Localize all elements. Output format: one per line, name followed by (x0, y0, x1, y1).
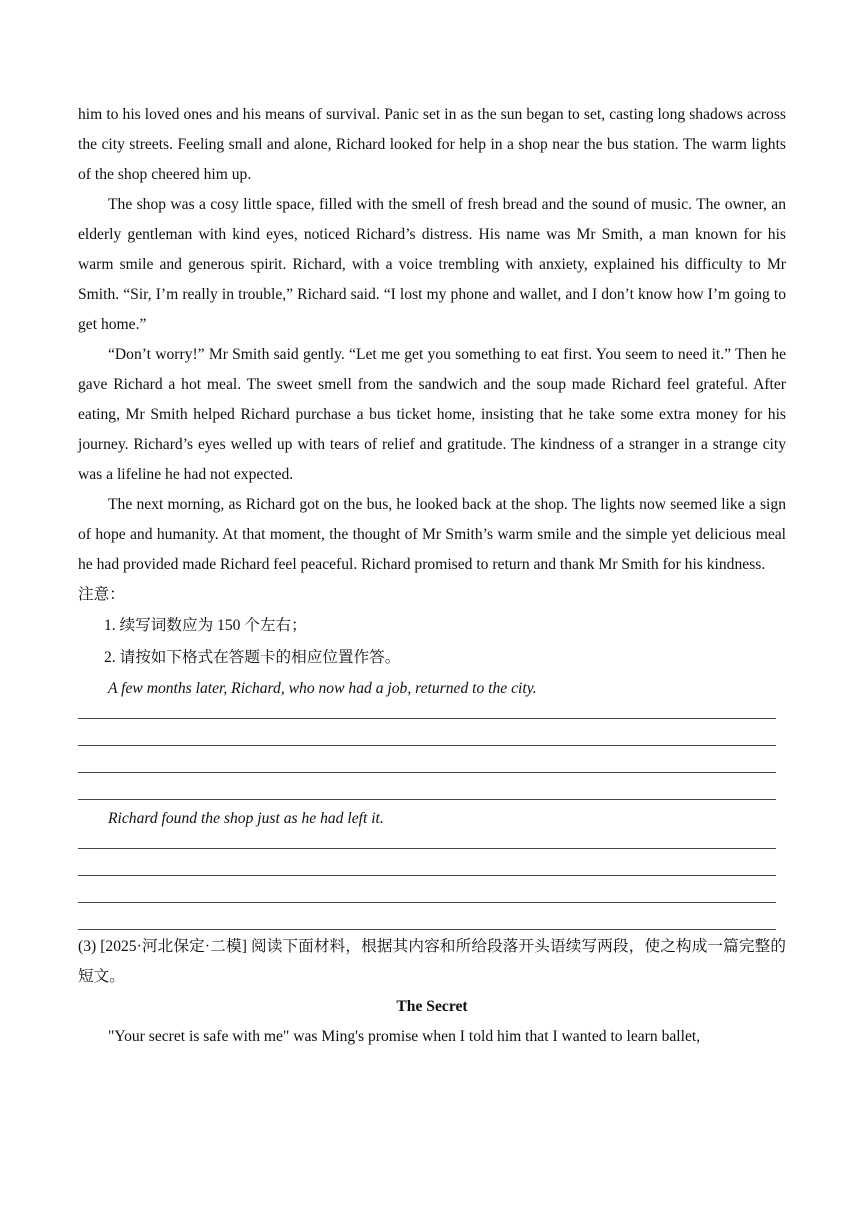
story-paragraph-3: “Don’t worry!” Mr Smith said gently. “Let me get you something to eat first. You seem to need it.” Then he gave Richard a hot meal. The sweet smell from the sandwich and the soup made Richard feel grateful. After eating, Mr Smith helped Richard purchase a bus ticket home, insisting that he take some extra money for his journey. Richard’s eyes welled up with tears of relief and gratitude. The kindness of a stranger in a strange city was a lifeline he had not expected. (78, 346, 786, 483)
document-page (78, 100, 786, 1052)
task-3-prompt: (3) [2025·河北保定·二模] 阅读下面材料，根据其内容和所给段落开头语续写两段，使之构成一篇完整的短文。 (78, 938, 786, 985)
story-title: The Secret (396, 998, 468, 1015)
answer-line (78, 834, 776, 849)
answer-line (78, 704, 776, 719)
paragraph-starter-2: Richard found the shop just as he had left it. (108, 810, 384, 827)
answer-lines-1 (78, 704, 786, 800)
answer-line (78, 719, 776, 746)
note-item-1: 1. 续写词数应为 150 个左右； (104, 617, 307, 634)
answer-line (78, 746, 776, 773)
answer-line (78, 773, 776, 800)
story-paragraph-2: The shop was a cosy little space, filled with the smell of fresh bread and the sound of music. The owner, an elderly gentleman with kind eyes, noticed Richard’s distress. His name was Mr Smith, a man known for his warm smile and generous spirit. Richard, with a voice trembling with anxiety, explained his difficulty to Mr Smith. “Sir, I’m really in trouble,” Richard said. “I lost my phone and wallet, and I don’t know how I’m going to get home.” (78, 196, 786, 333)
answer-lines-2 (78, 834, 786, 930)
paragraph-starter-1: A few months later, Richard, who now had a job, returned to the city. (108, 680, 537, 697)
answer-line (78, 876, 776, 903)
story-paragraph-4: The next morning, as Richard got on the bus, he looked back at the shop. The lights now seemed like a sign of hope and humanity. At that moment, the thought of Mr Smith’s warm smile and the simple yet delicious meal he had provided made Richard feel peaceful. Richard promised to return and thank Mr Smith for his kindness. (78, 496, 786, 573)
note-item-2: 2. 请按如下格式在答题卡的相应位置作答。 (104, 649, 401, 666)
answer-line (78, 903, 776, 930)
story-first-line: "Your secret is safe with me" was Ming's promise when I told him that I wanted to learn ballet, (108, 1028, 701, 1045)
notes-title: 注意： (78, 586, 125, 603)
story-paragraph-1: him to his loved ones and his means of survival. Panic set in as the sun began to set, casting long shadows across the city streets. Feeling small and alone, Richard looked for help in a shop near the bus station. The warm lights of the shop cheered him up. (78, 106, 786, 183)
answer-line (78, 849, 776, 876)
